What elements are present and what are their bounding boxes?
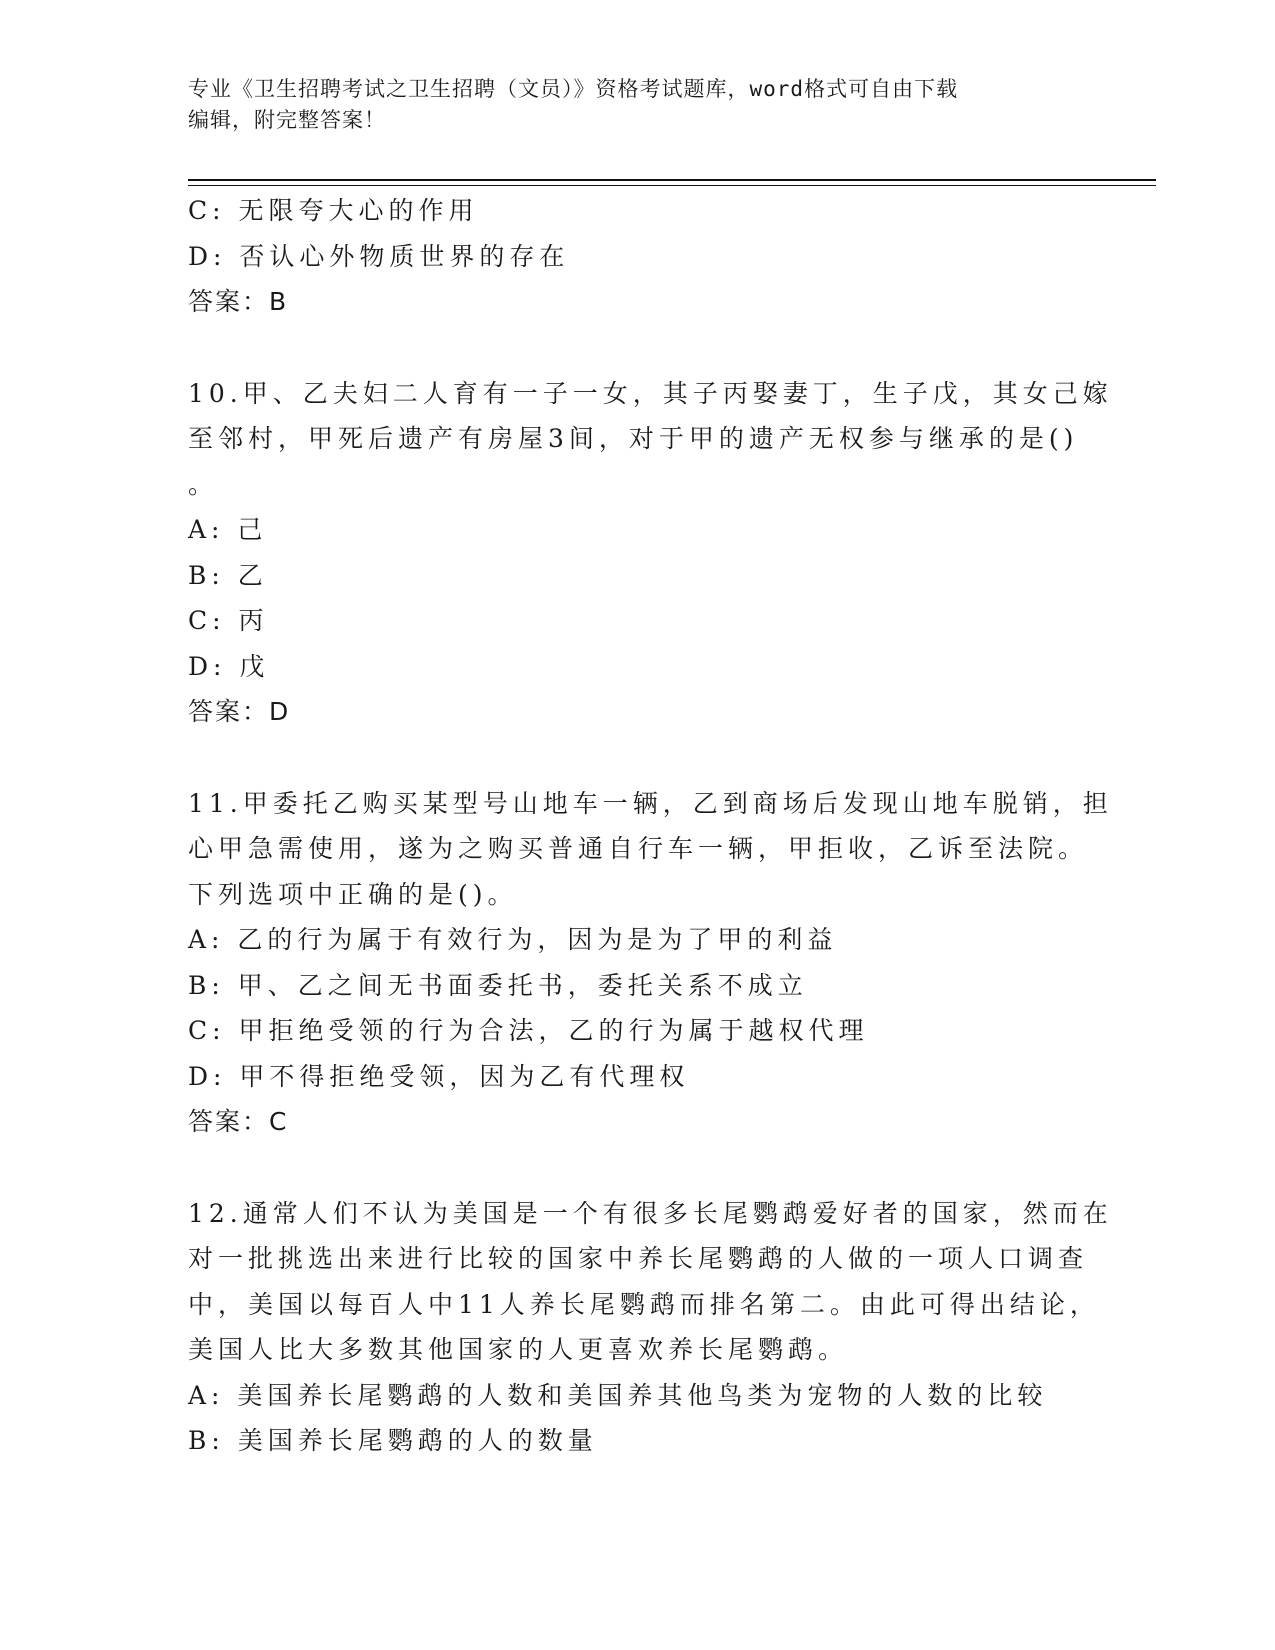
header-rule-thick bbox=[188, 179, 1156, 181]
option-c: C: 丙 bbox=[188, 606, 269, 635]
answer: 答案：B bbox=[188, 287, 289, 316]
question-stem-line: 10.甲、乙夫妇二人育有一子一女，其子丙娶妻丁，生子戊，其女己嫁 bbox=[188, 378, 1113, 408]
question-stem-line: 至邻村，甲死后遗产有房屋3间，对于甲的遗产无权参与继承的是() bbox=[188, 424, 1079, 453]
question-content bbox=[188, 188, 1113, 1464]
question-stem-line: 心甲急需使用，遂为之购买普通自行车一辆，甲拒收，乙诉至法院。 bbox=[188, 834, 1089, 863]
option-d: D: 否认心外物质世界的存在 bbox=[188, 241, 570, 271]
continued-question bbox=[188, 188, 1078, 325]
option-c: C: 甲拒绝受领的行为合法，乙的行为属于越权代理 bbox=[188, 1016, 869, 1045]
spacer bbox=[188, 325, 1078, 371]
document-header bbox=[188, 74, 1088, 136]
option-b: B: 乙 bbox=[188, 560, 268, 590]
option-c: C: 无限夸大心的作用 bbox=[188, 196, 479, 225]
answer: 答案：D bbox=[188, 697, 291, 726]
question-12 bbox=[188, 1191, 1113, 1464]
question-stem-line: 12.通常人们不认为美国是一个有很多长尾鹦鹉爱好者的国家，然而在 bbox=[188, 1198, 1113, 1228]
option-a: A: 美国养长尾鹦鹉的人数和美国养其他鸟类为宠物的人数的比较 bbox=[188, 1380, 1048, 1410]
option-a: A: 己 bbox=[188, 515, 268, 544]
option-a: A: 乙的行为属于有效行为，因为是为了甲的利益 bbox=[188, 925, 838, 954]
question-10 bbox=[188, 371, 1113, 735]
option-b: B: 甲、乙之间无书面委托书，委托关系不成立 bbox=[188, 970, 808, 1000]
option-d: D: 甲不得拒绝受领，因为乙有代理权 bbox=[188, 1061, 690, 1091]
spacer bbox=[188, 735, 1078, 781]
answer: 答案：C bbox=[188, 1107, 289, 1136]
question-stem-line: 。 bbox=[188, 469, 219, 499]
header-line-2: 编辑，附完整答案！ bbox=[188, 108, 386, 132]
question-stem-line: 对一批挑选出来进行比较的国家中养长尾鹦鹉的人做的一项人口调查 bbox=[188, 1244, 1089, 1273]
spacer bbox=[188, 1145, 1078, 1191]
option-b: B: 美国养长尾鹦鹉的人的数量 bbox=[188, 1426, 598, 1455]
question-stem-line: 中，美国以每百人中11人养长尾鹦鹉而排名第二。由此可得出结论， bbox=[188, 1289, 1100, 1319]
header-rule-thin bbox=[188, 185, 1156, 186]
question-stem-line: 下列选项中正确的是()。 bbox=[188, 879, 518, 909]
header-line-1: 专业《卫生招聘考试之卫生招聘（文员）》资格考试题库，word格式可自由下载 bbox=[188, 77, 959, 101]
question-stem-line: 美国人比大多数其他国家的人更喜欢养长尾鹦鹉。 bbox=[188, 1335, 849, 1364]
question-stem-line: 11.甲委托乙购买某型号山地车一辆，乙到商场后发现山地车脱销，担 bbox=[188, 788, 1113, 818]
question-11 bbox=[188, 781, 1113, 1145]
option-d: D: 戊 bbox=[188, 651, 270, 681]
